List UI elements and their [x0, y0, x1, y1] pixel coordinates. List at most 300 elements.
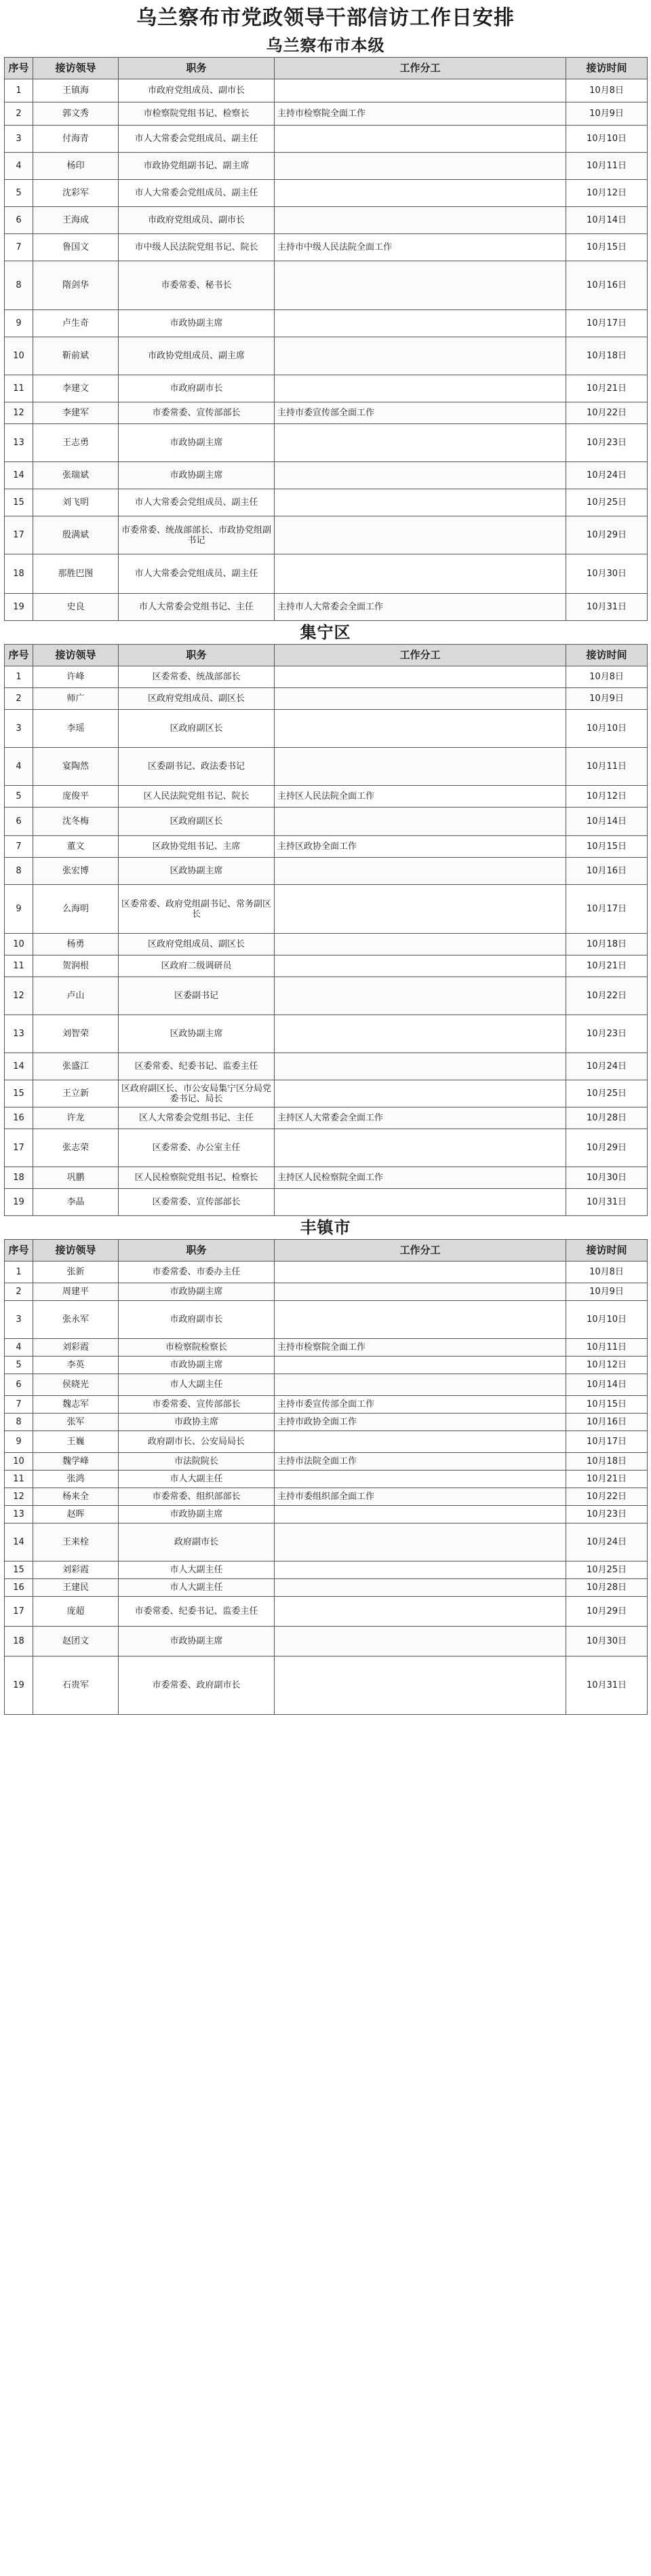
visit-date: 10月11日: [566, 1339, 648, 1357]
leader-name: 杨勇: [33, 934, 119, 955]
visit-date: 10月31日: [566, 594, 648, 621]
table-row: [5, 234, 648, 261]
column-header-leader: 接访领导: [33, 1240, 119, 1262]
leader-name: 沈冬梅: [33, 808, 119, 836]
table-row: [5, 1579, 648, 1597]
visit-date: 10月21日: [566, 955, 648, 977]
table-row: [5, 375, 648, 402]
leader-name: 庞俊平: [33, 786, 119, 808]
leader-position: 市政府党组成员、副市长: [119, 207, 275, 234]
duty-description: [275, 1357, 566, 1374]
visit-date: 10月10日: [566, 126, 648, 153]
leader-position: 市中级人民法院党组书记、院长: [119, 234, 275, 261]
table-row: [5, 748, 648, 786]
row-number: 6: [5, 808, 33, 836]
row-number: 1: [5, 666, 33, 688]
leader-position: 区委副书记、政法委书记: [119, 748, 275, 786]
leader-name: 史良: [33, 594, 119, 621]
duty-description: [275, 688, 566, 710]
leader-name: 杨来全: [33, 1488, 119, 1506]
duty-description: [275, 1301, 566, 1339]
duty-description: [275, 1189, 566, 1216]
visit-date: 10月25日: [566, 489, 648, 516]
visit-date: 10月9日: [566, 688, 648, 710]
column-header-position: 职务: [119, 645, 275, 666]
leader-name: 王立新: [33, 1080, 119, 1107]
visit-date: 10月25日: [566, 1080, 648, 1107]
leader-name: 么海明: [33, 885, 119, 934]
row-number: 8: [5, 858, 33, 885]
leader-position: 市人大副主任: [119, 1471, 275, 1488]
leader-name: 巩鹏: [33, 1167, 119, 1189]
leader-position: 市人大常委会党组成员、副主任: [119, 554, 275, 594]
leader-position: 区委常委、纪委书记、监委主任: [119, 1053, 275, 1080]
table-row: [5, 1506, 648, 1523]
table-row: [5, 1431, 648, 1453]
table-row: [5, 1283, 648, 1301]
row-number: 12: [5, 402, 33, 424]
visit-date: 10月24日: [566, 1523, 648, 1561]
table-row: [5, 1129, 648, 1167]
leader-name: 庞超: [33, 1597, 119, 1627]
leader-name: 那胜巴图: [33, 554, 119, 594]
duty-description: [275, 1431, 566, 1453]
row-number: 6: [5, 207, 33, 234]
section-heading: 丰镇市: [300, 1218, 351, 1237]
table-row: [5, 310, 648, 337]
table-row: [5, 402, 648, 424]
duty-description: [275, 462, 566, 489]
duty-description: [275, 885, 566, 934]
visit-date: 10月25日: [566, 1561, 648, 1579]
duty-description: [275, 1561, 566, 1579]
leader-name: 侯晓光: [33, 1374, 119, 1396]
table-row: [5, 1107, 648, 1129]
leader-name: 张鸿: [33, 1471, 119, 1488]
leader-name: 刘智荣: [33, 1015, 119, 1053]
table-row: [5, 516, 648, 554]
visit-date: 10月17日: [566, 885, 648, 934]
visit-date: 10月9日: [566, 102, 648, 126]
visit-date: 10月11日: [566, 153, 648, 180]
row-number: 5: [5, 1357, 33, 1374]
visit-date: 10月23日: [566, 424, 648, 462]
visit-date: 10月17日: [566, 1431, 648, 1453]
leader-position: 区政协副主席: [119, 1015, 275, 1053]
leader-position: 区人民检察院党组书记、检察长: [119, 1167, 275, 1189]
leader-name: 鲁国文: [33, 234, 119, 261]
table-row: [5, 1339, 648, 1357]
table-header-row: [5, 1240, 648, 1262]
leader-name: 殷满斌: [33, 516, 119, 554]
leader-position: 市人大常委会党组书记、主任: [119, 594, 275, 621]
row-number: 11: [5, 955, 33, 977]
leader-position: 市委常委、统战部部长、市政协党组副书记: [119, 516, 275, 554]
row-number: 11: [5, 1471, 33, 1488]
row-number: 6: [5, 1374, 33, 1396]
visit-date: 10月11日: [566, 748, 648, 786]
section-heading: 集宁区: [300, 623, 351, 642]
visit-date: 10月29日: [566, 516, 648, 554]
row-number: 11: [5, 375, 33, 402]
leader-name: 李晶: [33, 1189, 119, 1216]
visit-date: 10月30日: [566, 1627, 648, 1656]
row-number: 18: [5, 1627, 33, 1656]
visit-date: 10月16日: [566, 261, 648, 310]
column-header-no: 序号: [5, 58, 33, 79]
row-number: 10: [5, 337, 33, 375]
duty-description: [275, 1579, 566, 1597]
table-row: [5, 1374, 648, 1396]
leader-name: 许龙: [33, 1107, 119, 1129]
row-number: 19: [5, 1189, 33, 1216]
column-header-leader: 接访领导: [33, 58, 119, 79]
table-header-row: [5, 645, 648, 666]
leader-name: 张瑞斌: [33, 462, 119, 489]
table-row: [5, 1301, 648, 1339]
row-number: 10: [5, 934, 33, 955]
duty-description: [275, 1015, 566, 1053]
leader-position: 市政协党组副书记、副主席: [119, 153, 275, 180]
duty-description: [275, 1506, 566, 1523]
visit-date: 10月14日: [566, 207, 648, 234]
visit-date: 10月15日: [566, 234, 648, 261]
visit-date: 10月12日: [566, 786, 648, 808]
leader-position: 市委常委、秘书长: [119, 261, 275, 310]
leader-position: 市政协副主席: [119, 462, 275, 489]
visit-date: 10月30日: [566, 554, 648, 594]
table-row: [5, 710, 648, 748]
table-row: [5, 1561, 648, 1579]
visit-date: 10月12日: [566, 1357, 648, 1374]
visit-date: 10月8日: [566, 79, 648, 102]
visit-date: 10月8日: [566, 1262, 648, 1283]
row-number: 1: [5, 1262, 33, 1283]
visit-date: 10月10日: [566, 710, 648, 748]
table-row: [5, 836, 648, 858]
table-row: [5, 955, 648, 977]
leader-position: 市政协副主席: [119, 1506, 275, 1523]
visit-date: 10月17日: [566, 310, 648, 337]
table-row: [5, 126, 648, 153]
table-row: [5, 462, 648, 489]
table-row: [5, 1453, 648, 1471]
row-number: 14: [5, 1053, 33, 1080]
leader-name: 靳前斌: [33, 337, 119, 375]
duty-description: [275, 1656, 566, 1715]
duty-description: [275, 666, 566, 688]
duty-description: 主持市检察院全面工作: [275, 1339, 566, 1357]
leader-position: 市政协副主席: [119, 1627, 275, 1656]
duty-description: 主持区人大常委会全面工作: [275, 1107, 566, 1129]
table-row: [5, 1262, 648, 1283]
duty-description: [275, 977, 566, 1015]
leader-position: 市政协副主席: [119, 310, 275, 337]
table-row: [5, 1053, 648, 1080]
row-number: 17: [5, 1129, 33, 1167]
table-row: [5, 207, 648, 234]
leader-name: 卢生奇: [33, 310, 119, 337]
leader-position: 区政府副区长: [119, 808, 275, 836]
leader-position: 区政协副主席: [119, 858, 275, 885]
duty-description: 主持区人民法院全面工作: [275, 786, 566, 808]
schedule-table: [4, 57, 648, 621]
leader-name: 张宏博: [33, 858, 119, 885]
duty-description: [275, 955, 566, 977]
row-number: 5: [5, 786, 33, 808]
row-number: 19: [5, 594, 33, 621]
leader-name: 张军: [33, 1414, 119, 1431]
row-number: 12: [5, 977, 33, 1015]
duty-description: [275, 375, 566, 402]
leader-position: 区人大常委会党组书记、主任: [119, 1107, 275, 1129]
row-number: 7: [5, 234, 33, 261]
leader-position: 市委常委、宣传部部长: [119, 1396, 275, 1414]
table-row: [5, 977, 648, 1015]
visit-date: 10月28日: [566, 1107, 648, 1129]
leader-name: 石贵军: [33, 1656, 119, 1715]
leader-name: 张盛江: [33, 1053, 119, 1080]
row-number: 2: [5, 102, 33, 126]
leader-position: 市政协主席: [119, 1414, 275, 1431]
table-row: [5, 424, 648, 462]
duty-description: [275, 261, 566, 310]
leader-position: 市委常委、组织部部长: [119, 1488, 275, 1506]
visit-date: 10月16日: [566, 1414, 648, 1431]
visit-date: 10月18日: [566, 337, 648, 375]
leader-position: 市人大副主任: [119, 1561, 275, 1579]
row-number: 13: [5, 424, 33, 462]
visit-date: 10月24日: [566, 462, 648, 489]
leader-name: 王镇海: [33, 79, 119, 102]
table-row: [5, 1656, 648, 1715]
duty-description: 主持市人大常委会全面工作: [275, 594, 566, 621]
row-number: 5: [5, 180, 33, 207]
leader-position: 政府副市长: [119, 1523, 275, 1561]
duty-description: [275, 516, 566, 554]
row-number: 18: [5, 1167, 33, 1189]
leader-position: 区政协党组书记、主席: [119, 836, 275, 858]
leader-name: 周建平: [33, 1283, 119, 1301]
visit-date: 10月12日: [566, 180, 648, 207]
duty-description: 主持市委宣传部全面工作: [275, 402, 566, 424]
duty-description: [275, 1627, 566, 1656]
leader-position: 区政府党组成员、副区长: [119, 688, 275, 710]
leader-name: 魏志军: [33, 1396, 119, 1414]
leader-position: 区政府二级调研员: [119, 955, 275, 977]
row-number: 14: [5, 462, 33, 489]
leader-position: 区委副书记: [119, 977, 275, 1015]
row-number: 16: [5, 1107, 33, 1129]
visit-date: 10月16日: [566, 858, 648, 885]
duty-description: [275, 207, 566, 234]
visit-date: 10月14日: [566, 1374, 648, 1396]
leader-position: 市人大常委会党组成员、副主任: [119, 180, 275, 207]
table-row: [5, 594, 648, 621]
row-number: 1: [5, 79, 33, 102]
table-row: [5, 1471, 648, 1488]
table-row: [5, 786, 648, 808]
visit-date: 10月15日: [566, 1396, 648, 1414]
row-number: 18: [5, 554, 33, 594]
table-row: [5, 554, 648, 594]
leader-name: 隋剑华: [33, 261, 119, 310]
visit-date: 10月24日: [566, 1053, 648, 1080]
row-number: 13: [5, 1506, 33, 1523]
visit-date: 10月21日: [566, 1471, 648, 1488]
visit-date: 10月29日: [566, 1597, 648, 1627]
table-row: [5, 688, 648, 710]
duty-description: 主持市委宣传部全面工作: [275, 1396, 566, 1414]
leader-name: 王来栓: [33, 1523, 119, 1561]
column-header-duty: 工作分工: [275, 1240, 566, 1262]
row-number: 9: [5, 310, 33, 337]
row-number: 17: [5, 1597, 33, 1627]
leader-name: 王海成: [33, 207, 119, 234]
leader-name: 王建民: [33, 1579, 119, 1597]
leader-name: 贺润根: [33, 955, 119, 977]
row-number: 14: [5, 1523, 33, 1561]
duty-description: 主持市中级人民法院全面工作: [275, 234, 566, 261]
row-number: 15: [5, 489, 33, 516]
table-row: [5, 180, 648, 207]
visit-date: 10月23日: [566, 1015, 648, 1053]
leader-position: 区政府党组成员、副区长: [119, 934, 275, 955]
leader-position: 市委常委、政府副市长: [119, 1656, 275, 1715]
leader-name: 刘彩霞: [33, 1339, 119, 1357]
leader-name: 王志勇: [33, 424, 119, 462]
duty-description: [275, 79, 566, 102]
leader-position: 区人民法院党组书记、院长: [119, 786, 275, 808]
visit-date: 10月15日: [566, 836, 648, 858]
duty-description: [275, 1053, 566, 1080]
leader-name: 刘彩霞: [33, 1561, 119, 1579]
leader-name: 李建军: [33, 402, 119, 424]
table-row: [5, 1189, 648, 1216]
leader-position: 市委常委、宣传部部长: [119, 402, 275, 424]
leader-name: 赵团文: [33, 1627, 119, 1656]
visit-date: 10月14日: [566, 808, 648, 836]
duty-description: 主持市检察院全面工作: [275, 102, 566, 126]
visit-date: 10月29日: [566, 1129, 648, 1167]
row-number: 4: [5, 748, 33, 786]
leader-position: 市检察院党组书记、检察长: [119, 102, 275, 126]
leader-name: 付海青: [33, 126, 119, 153]
row-number: 3: [5, 126, 33, 153]
leader-name: 张永军: [33, 1301, 119, 1339]
leader-name: 魏学峰: [33, 1453, 119, 1471]
leader-position: 区委常委、宣传部部长: [119, 1189, 275, 1216]
visit-date: 10月31日: [566, 1656, 648, 1715]
duty-description: [275, 1471, 566, 1488]
duty-description: [275, 934, 566, 955]
duty-description: [275, 337, 566, 375]
table-row: [5, 1357, 648, 1374]
visit-date: 10月22日: [566, 402, 648, 424]
row-number: 9: [5, 885, 33, 934]
leader-position: 市法院院长: [119, 1453, 275, 1471]
table-row: [5, 1597, 648, 1627]
column-header-leader: 接访领导: [33, 645, 119, 666]
row-number: 9: [5, 1431, 33, 1453]
leader-position: 市政协副主席: [119, 1357, 275, 1374]
visit-date: 10月8日: [566, 666, 648, 688]
duty-description: [275, 1523, 566, 1561]
row-number: 13: [5, 1015, 33, 1053]
table-row: [5, 858, 648, 885]
table-row: [5, 1396, 648, 1414]
table-row: [5, 1523, 648, 1561]
leader-position: 市政协副主席: [119, 1283, 275, 1301]
column-header-position: 职务: [119, 1240, 275, 1262]
leader-name: 沈彩军: [33, 180, 119, 207]
leader-position: 区委常委、政府党组副书记、常务副区长: [119, 885, 275, 934]
visit-date: 10月23日: [566, 1506, 648, 1523]
leader-position: 市政府副市长: [119, 375, 275, 402]
table-row: [5, 1080, 648, 1107]
sections-container: [4, 34, 647, 1715]
column-header-no: 序号: [5, 645, 33, 666]
schedule-table: [4, 1239, 648, 1715]
row-number: 19: [5, 1656, 33, 1715]
column-header-date: 接访时间: [566, 58, 648, 79]
duty-description: 主持市委组织部全面工作: [275, 1488, 566, 1506]
leader-name: 李瑶: [33, 710, 119, 748]
duty-description: [275, 424, 566, 462]
table-row: [5, 1488, 648, 1506]
leader-position: 市人大副主任: [119, 1579, 275, 1597]
row-number: 16: [5, 1579, 33, 1597]
schedule-table: [4, 644, 648, 1216]
duty-description: [275, 1080, 566, 1107]
leader-name: 李英: [33, 1357, 119, 1374]
leader-position: 市政府副市长: [119, 1301, 275, 1339]
row-number: 8: [5, 261, 33, 310]
leader-position: 市政府党组成员、副市长: [119, 79, 275, 102]
duty-description: [275, 1597, 566, 1627]
leader-name: 师广: [33, 688, 119, 710]
duty-description: 主持区政协全面工作: [275, 836, 566, 858]
column-header-duty: 工作分工: [275, 58, 566, 79]
row-number: 8: [5, 1414, 33, 1431]
leader-position: 区政府副区长: [119, 710, 275, 748]
table-row: [5, 1414, 648, 1431]
leader-position: 政府副市长、公安局局长: [119, 1431, 275, 1453]
leader-name: 杨印: [33, 153, 119, 180]
row-number: 2: [5, 1283, 33, 1301]
table-row: [5, 261, 648, 310]
column-header-position: 职务: [119, 58, 275, 79]
duty-description: [275, 554, 566, 594]
visit-date: 10月31日: [566, 1189, 648, 1216]
section-heading: 乌兰察布市本级: [266, 36, 385, 55]
table-row: [5, 337, 648, 375]
leader-position: 市人大副主任: [119, 1374, 275, 1396]
duty-description: 主持市法院全面工作: [275, 1453, 566, 1471]
row-number: 4: [5, 153, 33, 180]
table-row: [5, 79, 648, 102]
visit-date: 10月21日: [566, 375, 648, 402]
row-number: 10: [5, 1453, 33, 1471]
leader-position: 市委常委、市委办主任: [119, 1262, 275, 1283]
row-number: 15: [5, 1561, 33, 1579]
table-row: [5, 489, 648, 516]
leader-name: 李建文: [33, 375, 119, 402]
duty-description: [275, 1262, 566, 1283]
column-header-no: 序号: [5, 1240, 33, 1262]
duty-description: [275, 710, 566, 748]
duty-description: [275, 126, 566, 153]
